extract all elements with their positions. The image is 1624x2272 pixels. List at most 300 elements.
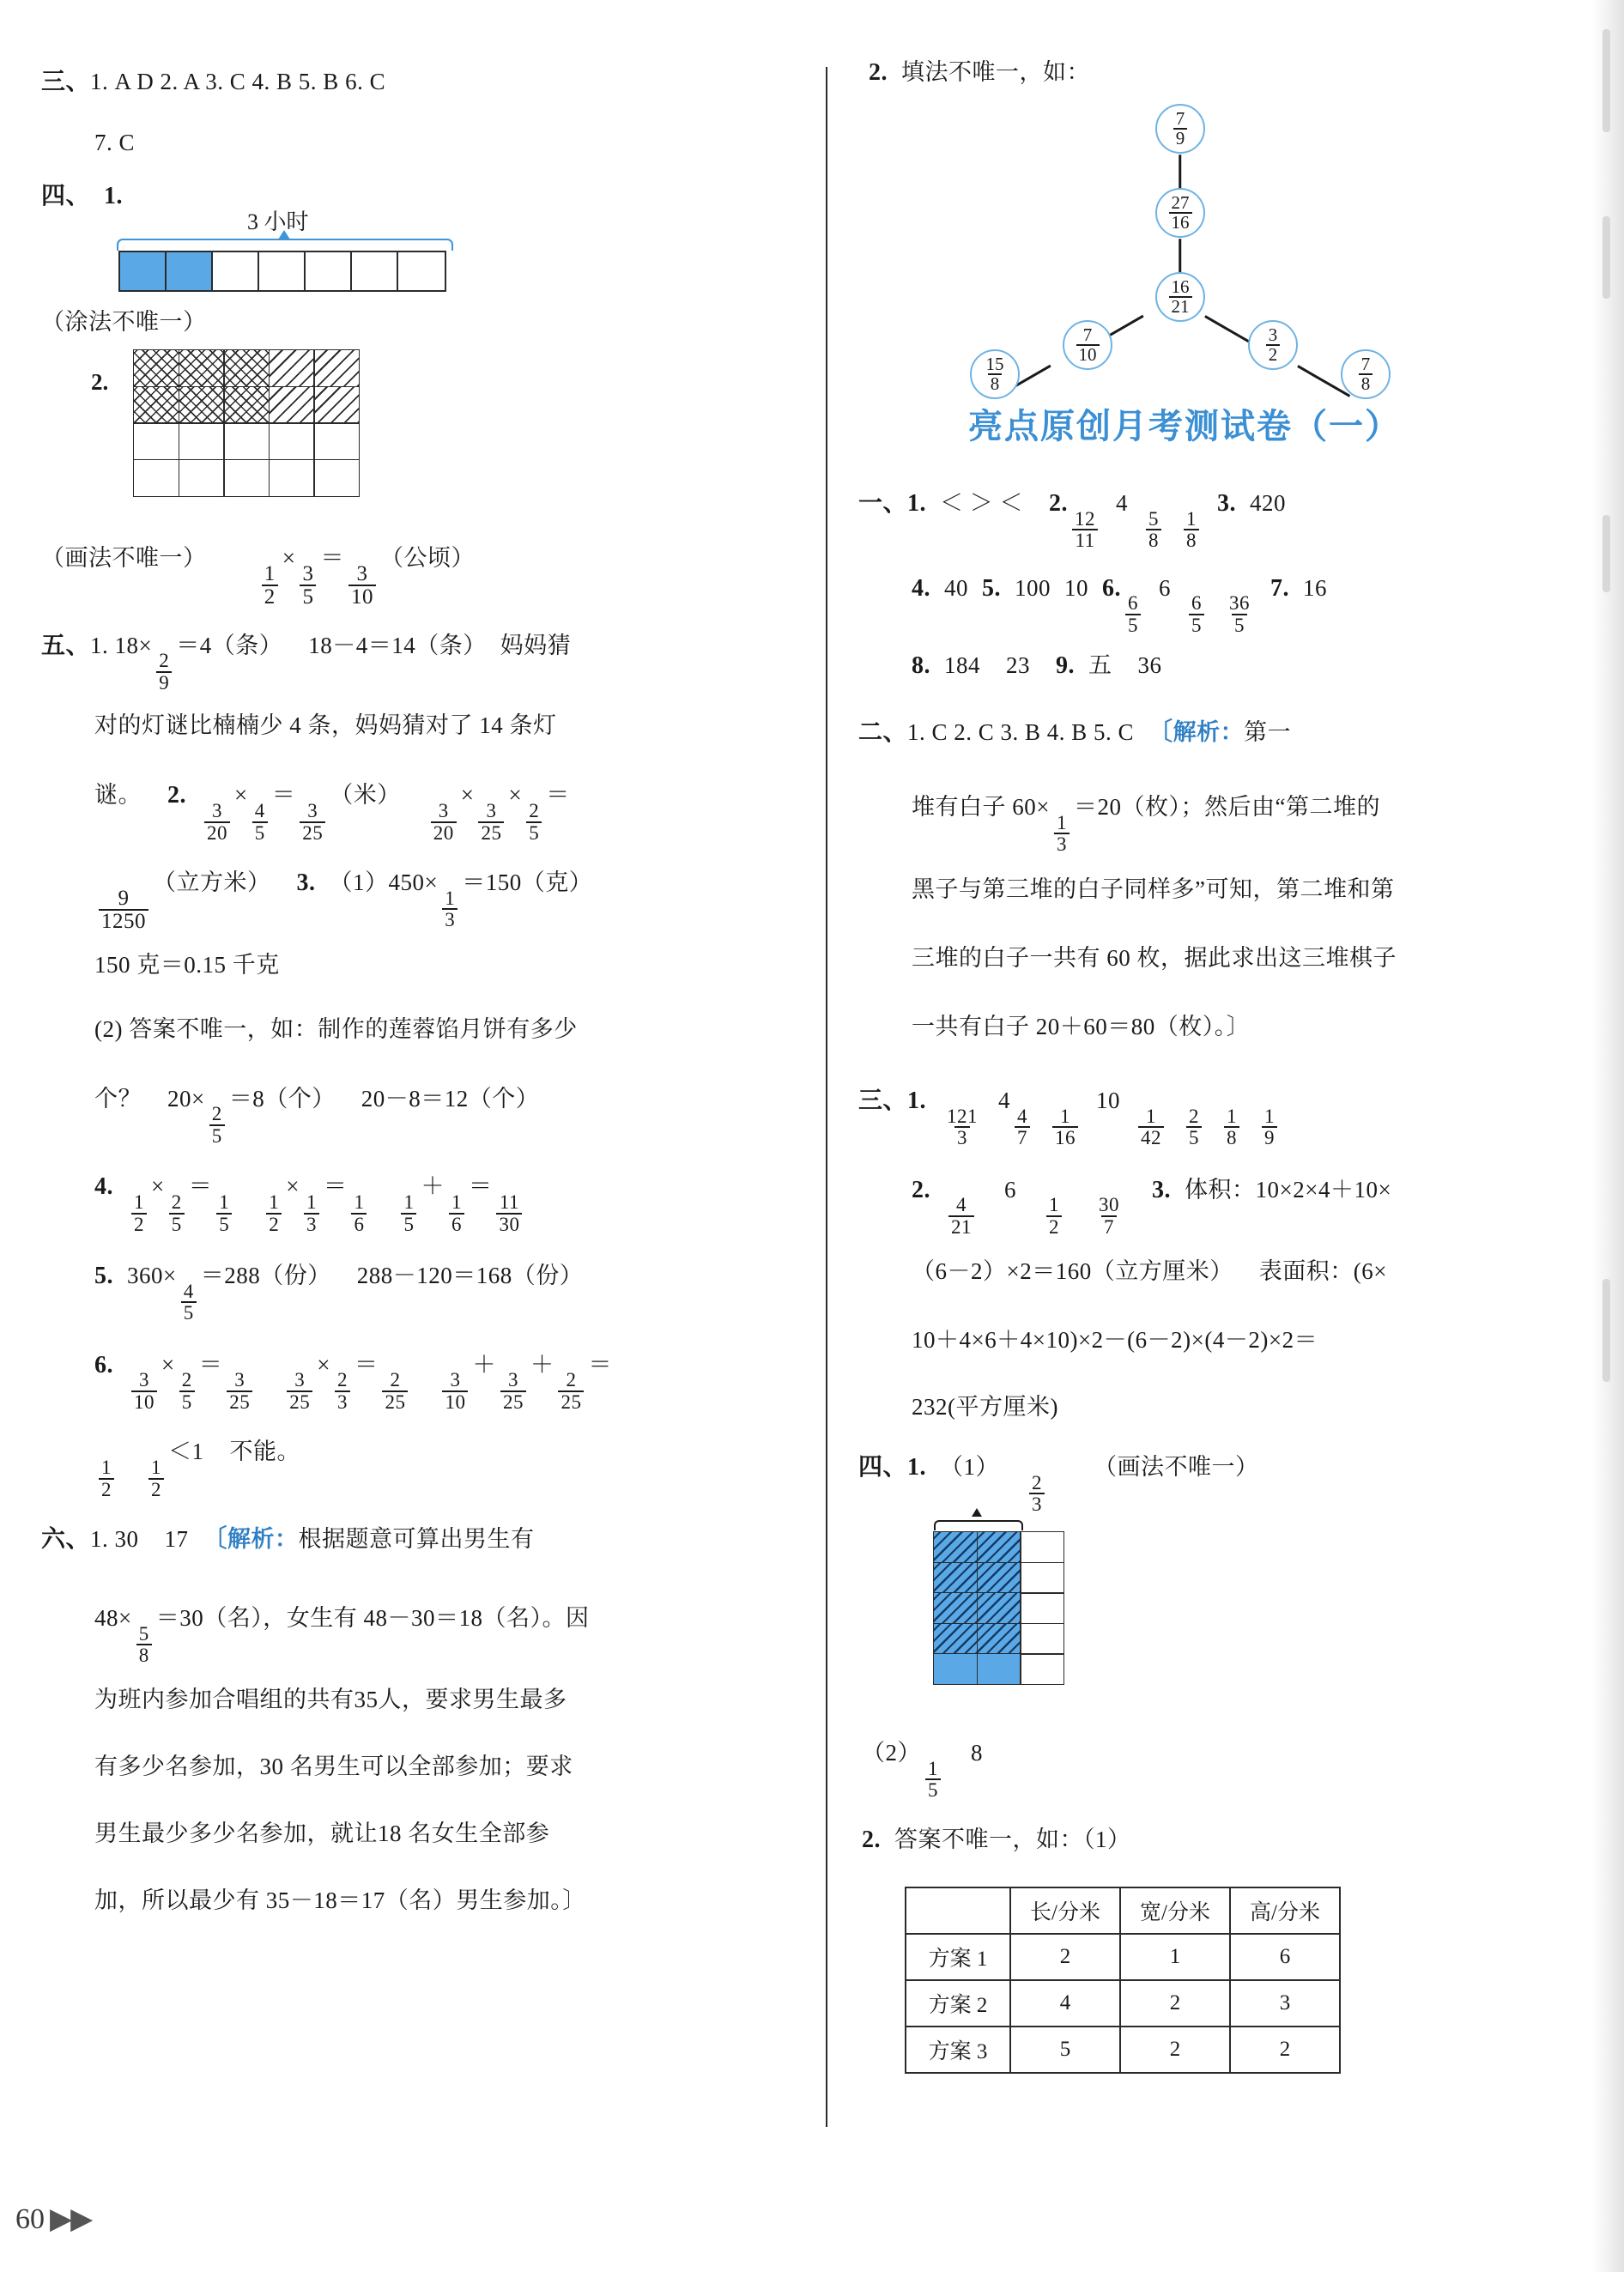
- figure-cell: [933, 1531, 978, 1563]
- edge-mark-1: [1603, 29, 1610, 132]
- table-row: [906, 1980, 1340, 2027]
- s5-q3-label: 3.: [296, 869, 316, 897]
- fraction-1-3-b: $\frac{1}{3}$: [304, 1192, 319, 1234]
- grid-cell: [269, 386, 315, 424]
- fraction-1-42: $\frac{1}{42}$: [1138, 1106, 1164, 1148]
- figure-cell: [933, 1623, 978, 1655]
- s6-analysis-text4: 有多少名参加，30 名男生可以全部参加；要求: [94, 1753, 573, 1779]
- right-s1-row1: [858, 470, 1511, 551]
- grid-cell: [223, 459, 270, 497]
- s5-q6-conclusion: 不能。: [229, 1439, 300, 1465]
- blue-hatched-column-figure: [915, 1517, 1173, 1723]
- s3-q3-volume-expr: 体积：10×2×4＋10×: [1185, 1176, 1392, 1203]
- tree-node-7-9: [1155, 104, 1205, 154]
- fraction-7-10: 7 10: [1076, 326, 1100, 365]
- section-four-q1-label: 1.: [104, 183, 124, 209]
- section-six-row5: [41, 1800, 694, 1867]
- section-three-row2: [41, 112, 694, 173]
- section-three-item7: 7. C: [94, 130, 136, 155]
- page-arrows-icon: ▶▶: [50, 2203, 92, 2235]
- table-cell: 4: [1010, 1980, 1120, 2027]
- note-tu-fa: （涂法不唯一）: [41, 309, 207, 335]
- fraction-16-21: 16 21: [1169, 278, 1192, 317]
- section-four-q2-block: [41, 350, 694, 527]
- fraction-27-16: 27 16: [1169, 194, 1192, 233]
- s1-q5-v2: 10: [1064, 574, 1088, 601]
- s2-choices: 1. C 2. C 3. B 4. B 5. C: [907, 719, 1135, 746]
- fraction-11-30: $\frac{11}{30}$: [496, 1192, 522, 1234]
- fraction-1-5: $\frac{1}{5}$: [216, 1192, 232, 1234]
- figure-cell: [977, 1562, 1021, 1594]
- s1-q8-v1: 184: [944, 652, 980, 679]
- s5-q1-sub: 18－4＝14（条）: [308, 632, 487, 658]
- fraction-1-3-c: $\frac{1}{3}$: [1054, 813, 1070, 855]
- fraction-5-8-b: $\frac{5}{8}$: [1146, 509, 1161, 551]
- tree-edge: [1179, 239, 1182, 275]
- fraction-3-25: $\frac{3}{25}$: [300, 801, 325, 843]
- edge-mark-2: [1603, 216, 1610, 299]
- bar-cell: [120, 252, 167, 290]
- section-six-row4: [41, 1733, 694, 1800]
- grid-cell: [133, 459, 179, 497]
- s1-q8-v2: 23: [1006, 652, 1030, 679]
- section-five-row1: [41, 609, 694, 694]
- s6-q1-b: 17: [164, 1525, 189, 1552]
- s1-q6-label: 6.: [1102, 574, 1121, 602]
- figure-brace: [934, 1520, 1023, 1530]
- table-header-cell: 长/分米: [1010, 1887, 1120, 1934]
- analysis-open-bracket: 〔: [202, 1524, 228, 1553]
- figure-cell: [1020, 1562, 1064, 1594]
- fraction-4-21: $\frac{4}{21}$: [948, 1195, 974, 1237]
- grid-cell: [313, 459, 360, 497]
- s5-q3-calc-res: ＝8（个）: [228, 1085, 336, 1112]
- s5-q3-calc-res2: 20－8＝12（个）: [361, 1085, 540, 1112]
- grid-cell: [269, 349, 315, 387]
- s1-q5-v1: 100: [1015, 574, 1051, 601]
- tree-node-7-10: [1063, 320, 1112, 370]
- figure-cell: [933, 1562, 978, 1594]
- section-six-row6: [41, 1867, 694, 1934]
- grid-row: [134, 387, 367, 424]
- s6-analysis-text5: 男生最少多少名参加，就让18 名女生全部参: [94, 1820, 550, 1846]
- table-row: [906, 2027, 1340, 2073]
- figure-cell: [977, 1592, 1021, 1624]
- fraction-1-8: $\frac{1}{8}$: [1184, 509, 1199, 551]
- table-header-cell: 高/分米: [1230, 1887, 1340, 1934]
- s5-q1-expr-pre: 1. 18×: [90, 632, 153, 658]
- table-cell: 2: [1120, 1980, 1230, 2027]
- right-s2-row5: [858, 992, 1511, 1061]
- figure-row: [934, 1623, 1064, 1654]
- fraction-1-2-c: $\frac{1}{2}$: [266, 1192, 282, 1234]
- table-header-cell: 宽/分米: [1120, 1887, 1230, 1934]
- s5-q1-sentence: 对的灯谜比楠楠少 4 条，妈妈猜对了 14 条灯: [94, 712, 557, 739]
- fraction-9-1250: $\frac{9}{1250}$: [99, 888, 148, 933]
- section-six-row2: [41, 1579, 694, 1666]
- s5-q2-label: 2.: [167, 782, 186, 809]
- fraction-3-25-d: $\frac{3}{25}$: [287, 1370, 312, 1412]
- fraction-30-7: $\frac{30}{7}$: [1099, 1194, 1119, 1238]
- grid-cell: [223, 349, 270, 387]
- section-five-row2: [41, 693, 694, 758]
- figure-cell: [977, 1623, 1021, 1655]
- table-cell: 6: [1230, 1934, 1340, 1980]
- section-five-row7: [41, 1062, 694, 1147]
- tree-node-15-8: [970, 349, 1020, 399]
- fraction-1-2-f: $\frac{1}{2}$: [1046, 1195, 1062, 1237]
- s4-q2-label: 2.: [862, 1827, 881, 1854]
- table-cell: 1: [1120, 1934, 1230, 1980]
- s1-q3-label: 3.: [1217, 490, 1237, 517]
- figure-grid: [934, 1532, 1064, 1685]
- fraction-2-25: $\frac{2}{25}$: [382, 1370, 408, 1412]
- s2-analysis-t1: 第一: [1244, 719, 1292, 746]
- s5-q1-result: ＝4（条）: [176, 632, 283, 658]
- s3-q1-label: 1.: [907, 1087, 927, 1114]
- fraction-2-25-b: $\frac{2}{25}$: [558, 1370, 584, 1412]
- bar-cell: [398, 252, 445, 290]
- figure-row: [934, 1532, 1064, 1563]
- note-hua-fa: （画法不唯一）: [41, 545, 207, 571]
- section-five-row9: [41, 1234, 694, 1324]
- section-five-row8: 4. $\frac{1}{2}$ × $\frac{2}{5}$ ＝ $\frac{1}{5}$ $\frac{1}{2}$ × $\frac{1}{3}$ ＝ $\frac{1}{6}$ $\frac{1}{5}$ ＋ $\frac{1}{6}$ ＝ $\frac{11}{30}$: [41, 1146, 694, 1234]
- right-s3-row1: 三、1. $\frac{121}{3}$ 4 $\frac{4}{7}$ $\frac{1}{16}$ 10 $\frac{1}{42}$ $\frac{2}{5}$ $\frac{1}{8}$ $\frac{1}{9}$: [858, 1061, 1511, 1148]
- s3-q3-surface-res: 232(平方厘米): [912, 1394, 1058, 1421]
- fraction-3-2: 3 2: [1266, 326, 1281, 365]
- figure-cell: [977, 1531, 1021, 1563]
- right-s3-head: 三、: [858, 1087, 908, 1114]
- section-five-row11: $\frac{1}{2}$ $\frac{1}{2}$ ＜1 不能。: [41, 1412, 694, 1500]
- right-s3-row4: [858, 1306, 1511, 1374]
- fraction-1-8-b: $\frac{1}{8}$: [1224, 1106, 1239, 1148]
- bar-model-brace-tip: [278, 230, 290, 239]
- right-q2-row: [858, 51, 1511, 94]
- s5-q3-expr: （1）450×: [329, 869, 439, 896]
- section-six-row1: [41, 1500, 694, 1579]
- fraction-6-5-b: $\frac{6}{5}$: [1189, 593, 1204, 635]
- s1-q2-v4: 4: [1116, 490, 1129, 516]
- table-row: [906, 1934, 1340, 1980]
- right-s3-row2: [858, 1148, 1511, 1238]
- figure-cell: [1020, 1653, 1064, 1685]
- grid-cell: [269, 459, 315, 497]
- grid-cell: [223, 422, 270, 460]
- column-divider: [826, 67, 827, 2127]
- analysis-label-2: 解析：: [1173, 719, 1245, 746]
- s3-q2-v6: 6: [1004, 1176, 1016, 1203]
- s4-part2-label: （2）: [862, 1739, 921, 1766]
- s5-q5-res2: 288－120＝168（份）: [356, 1263, 584, 1289]
- page-number: 60: [15, 2203, 45, 2235]
- section-four-head: 四、: [41, 183, 91, 209]
- bar-model-brace: [117, 239, 453, 251]
- grid-row: [134, 423, 367, 460]
- s5-q1-text: 妈妈猜: [500, 632, 572, 658]
- section-six-head: 六、: [41, 1525, 91, 1553]
- fraction-1-5-c: $\frac{1}{5}$: [925, 1759, 941, 1801]
- figure-cell: [1020, 1592, 1064, 1624]
- bar-model-diagram: [117, 209, 477, 297]
- bar-cell: [306, 252, 352, 290]
- right-s4-row2: [858, 1723, 1511, 1801]
- fraction-7-9: 7 9: [1173, 110, 1188, 148]
- section-six-row3: [41, 1666, 694, 1733]
- table-cell: 5: [1010, 2027, 1120, 2073]
- grid-row: [134, 460, 367, 497]
- right-s2-head: 二、: [858, 719, 908, 747]
- s5-q3-calc: 20×: [167, 1085, 205, 1112]
- right-s2-row2: [858, 769, 1511, 855]
- section-three-items: 1. A D 2. A 3. C 4. B 5. B 6. C: [90, 69, 386, 94]
- table-cell: 2: [1120, 2027, 1230, 2073]
- analysis-label: 解析：: [227, 1525, 299, 1552]
- tree-node-16-21: [1155, 272, 1205, 322]
- grid-row: [134, 350, 367, 387]
- s1-q9-v1: 五: [1088, 652, 1112, 679]
- section-five-row10: 6. $\frac{3}{10}$ × $\frac{2}{5}$ ＝ $\frac{3}{25}$ $\frac{3}{25}$ × $\frac{2}{3}$ ＝ $\frac{2}{25}$ $\frac{3}{10}$ ＋ $\frac{3}{25}$ ＋ $\frac{2}{25}$ ＝: [94, 1351, 612, 1413]
- s1-q9-v2: 36: [1137, 652, 1162, 679]
- fraction-3-10-c: $\frac{3}{10}$: [442, 1370, 468, 1412]
- s4-q2-text: 答案不唯一，如：（1）: [894, 1827, 1131, 1853]
- fraction-1-2-b: $\frac{1}{2}$: [131, 1192, 147, 1234]
- bar-model-label: 3 小时: [247, 209, 309, 234]
- s3-q3-volume-res: （6－2）×2＝160（立方厘米）: [912, 1258, 1233, 1285]
- fraction-3-20: $\frac{3}{20}$: [204, 801, 230, 843]
- fraction-2-3: $\frac{2}{3}$: [1029, 1473, 1045, 1515]
- figure-cell: [933, 1653, 978, 1685]
- page-footer: [15, 2202, 91, 2236]
- s3-q2-label: 2.: [912, 1176, 930, 1203]
- section-five-row4: [41, 843, 694, 933]
- s5-q4-label: 4.: [94, 1173, 113, 1201]
- grid-cell: [133, 386, 179, 424]
- s1-q6-v1: 6: [1159, 574, 1171, 601]
- s5-q3-conv: 150 克＝0.15 千克: [94, 951, 280, 978]
- fraction-2-5-c: $\frac{2}{5}$: [169, 1192, 185, 1234]
- s2-analysis-t5: 一共有白子 20＋60＝80（枚）。〕: [912, 1013, 1251, 1039]
- s4-part2-value: 8: [971, 1739, 983, 1766]
- fraction-3-5: $\frac{3}{5}$: [300, 563, 316, 609]
- fraction-1-6: $\frac{1}{6}$: [351, 1192, 367, 1234]
- fraction-3-20-b: $\frac{3}{20}$: [431, 801, 457, 843]
- grid-cell: [133, 422, 179, 460]
- unit-lifangmi: （立方米）: [153, 869, 271, 896]
- figure-cell: [1020, 1623, 1064, 1655]
- paper-title: 亮点原创月考测试卷（一）: [858, 399, 1511, 448]
- s6-analysis-expr: 48×: [94, 1604, 132, 1631]
- fraction-1-6-b: $\frac{1}{6}$: [449, 1192, 464, 1234]
- s1-q4-value: 40: [944, 574, 968, 601]
- fraction-1-16: $\frac{1}{16}$: [1052, 1106, 1078, 1148]
- s1-q1-signs: ＜ ＞ ＜: [940, 490, 1024, 516]
- bar-cell: [352, 252, 398, 290]
- table-cell: 方案 3: [906, 2027, 1010, 2073]
- s5-q3-part2: (2) 答案不唯一，如：制作的莲蓉馅月饼有多少: [94, 1015, 578, 1042]
- section-three-head: 三、: [41, 69, 91, 95]
- s4-q1-label: 1.: [907, 1454, 927, 1481]
- s2-analysis-t2: ＝20（枚）；然后由“第二堆的: [1073, 794, 1380, 821]
- right-s2-row3: [858, 855, 1511, 924]
- s5-q5-label: 5.: [94, 1263, 113, 1290]
- s1-q1-label: 1.: [907, 490, 927, 517]
- grid-cell: [179, 422, 225, 460]
- s3-q1-v10: 10: [1096, 1087, 1121, 1113]
- bar-cell: [213, 252, 259, 290]
- section-five-row6: [41, 997, 694, 1062]
- s3-q3-surface-expr: 10＋4×6＋4×10)×2－(6－2)×(4－2)×2＝: [912, 1327, 1318, 1354]
- section-five-row5: [41, 933, 694, 997]
- s3-q3-label: 3.: [1152, 1176, 1171, 1203]
- s1-q7-value: 16: [1303, 574, 1327, 601]
- s6-analysis-text1: 根据题意可算出男生有: [298, 1525, 535, 1552]
- section-three-row1: [41, 51, 694, 112]
- grid-cell: [313, 386, 360, 424]
- right-column: [858, 51, 1511, 2074]
- s5-q5-res: ＝288（份）: [200, 1263, 331, 1289]
- fraction-1-2: $\frac{1}{2}$: [262, 563, 278, 609]
- section-five-row3: 谜。 2. $\frac{3}{20}$ × $\frac{4}{5}$ ＝ $\frac{3}{25}$ （米） $\frac{3}{20}$ × $\frac{3}{25}$ × $\frac{2}{5}$ ＝: [94, 782, 570, 844]
- fraction-3-10: $\frac{3}{10}$: [348, 563, 376, 609]
- right-s2-row4: [858, 924, 1511, 992]
- figure-row: [934, 1593, 1064, 1624]
- s5-q3-result: ＝150（克）: [462, 869, 593, 896]
- s1-q7-label: 7.: [1270, 574, 1289, 602]
- s5-q3-ge: 个？: [94, 1085, 142, 1112]
- grid-cell: [313, 422, 360, 460]
- fraction-2-3: $\frac{2}{3}$: [335, 1370, 350, 1412]
- s5-q6-label: 6.: [94, 1351, 113, 1378]
- fraction-3-10-b: $\frac{3}{10}$: [131, 1370, 157, 1412]
- grid-cell: [179, 386, 225, 424]
- right-s1-head: 一、: [858, 490, 908, 517]
- right-s4-head: 四、: [858, 1454, 908, 1481]
- fraction-1-5-b: $\frac{1}{5}$: [401, 1192, 416, 1234]
- figure-cell: [977, 1653, 1021, 1685]
- right-s4-row3: [858, 1800, 1511, 1880]
- section-four-note2-row: （画法不唯一） $\frac{1}{2}$ × $\frac{3}{5}$ ＝ $\frac{3}{10}$ （公顷）: [41, 545, 475, 609]
- grid-cell: [313, 349, 360, 387]
- edge-mark-3: [1603, 515, 1610, 592]
- table-cell: 2: [1010, 1934, 1120, 1980]
- fraction-7-8: 7 8: [1359, 355, 1373, 394]
- fraction-1-9: $\frac{1}{9}$: [1262, 1106, 1277, 1148]
- s6-q1-a: 1. 30: [90, 1525, 139, 1552]
- bar-cell: [167, 252, 213, 290]
- fraction-2-5-d: $\frac{2}{5}$: [179, 1370, 195, 1412]
- s3-q3-surface-label: 表面积：(6×: [1258, 1258, 1387, 1285]
- fraction-3-25-b: $\frac{3}{25}$: [478, 801, 504, 843]
- figure-cell: [933, 1592, 978, 1624]
- s5-q1-end: 谜。: [94, 782, 142, 809]
- tree-node-7-8: [1341, 349, 1391, 399]
- s1-q9-label: 9.: [1056, 652, 1075, 680]
- unit-gongqing: （公顷）: [379, 545, 475, 571]
- fraction-4-7: $\frac{4}{7}$: [1015, 1106, 1030, 1148]
- figure-row: [934, 1562, 1064, 1593]
- section-five-head: 五、: [41, 632, 91, 659]
- table-cell: 3: [1230, 1980, 1340, 2027]
- table-header-cell: [906, 1887, 1010, 1934]
- fraction-5-8: $\frac{5}{8}$: [136, 1624, 152, 1666]
- analysis-open-bracket-2: 〔: [1148, 718, 1173, 747]
- section-four-note1: [41, 297, 694, 347]
- s2-analysis-t3: 黑子与第三堆的白子同样多”可知，第二堆和第: [912, 875, 1395, 902]
- figure-row: [934, 1654, 1064, 1685]
- bar-cell: [259, 252, 306, 290]
- figure-cell: [1020, 1531, 1064, 1563]
- page-edge-shadow: [1591, 0, 1624, 2272]
- fraction-2-5: $\frac{2}{5}$: [526, 801, 542, 843]
- table-header-row: [906, 1887, 1340, 1934]
- fraction-2-9: $\frac{2}{9}$: [156, 651, 172, 693]
- fraction-36-5: $\frac{36}{5}$: [1229, 592, 1250, 636]
- s1-q8-label: 8.: [912, 652, 930, 680]
- right-s4-row1: [858, 1439, 1511, 1515]
- fraction-tree-diagram: [858, 99, 1494, 394]
- fraction-121-3: $\frac{121}{3}$: [947, 1105, 979, 1149]
- figure-brace-tip: [972, 1508, 982, 1517]
- s2-analysis-expr: 堆有白子 60×: [912, 794, 1050, 821]
- edge-mark-4: [1603, 1279, 1610, 1382]
- s1-q4-label: 4.: [912, 574, 930, 602]
- plan-table: [905, 1887, 1341, 2074]
- table-cell: 2: [1230, 2027, 1340, 2073]
- fraction-6-5: $\frac{6}{5}$: [1125, 593, 1141, 635]
- right-s3-row5: [858, 1374, 1511, 1439]
- grid-cell: [223, 386, 270, 424]
- section-four-q2-label: 2.: [91, 369, 109, 395]
- fraction-2-5-e: $\frac{2}{5}$: [1186, 1106, 1202, 1148]
- fraction-1-3: $\frac{1}{3}$: [442, 888, 458, 930]
- s6-analysis-text3: 为班内参加合唱组的共有35人，要求男生最多: [94, 1686, 567, 1712]
- fraction-3-25-e: $\frac{3}{25}$: [500, 1370, 526, 1412]
- left-column: [41, 51, 694, 1934]
- right-q2-label: 2.: [869, 59, 888, 86]
- right-s1-row2: [858, 551, 1511, 636]
- fraction-1-2-d: $\frac{1}{2}$: [99, 1457, 114, 1500]
- grid-cell: [133, 349, 179, 387]
- grid-cell: [179, 349, 225, 387]
- fraction-12-11: $\frac{12}{11}$: [1072, 509, 1098, 551]
- s1-q3-value: 420: [1250, 490, 1287, 516]
- unit-mi: （米）: [330, 782, 401, 809]
- s6-analysis-text6: 加，所以最少有 35－18＝17（名）男生参加。〕: [94, 1887, 586, 1913]
- grid-cell: [269, 422, 315, 460]
- table-cell: 方案 2: [906, 1980, 1010, 2027]
- fraction-15-8: 15 8: [985, 353, 1004, 394]
- fraction-1-2-e: $\frac{1}{2}$: [148, 1457, 164, 1500]
- bar-model-cells: [118, 251, 446, 292]
- right-s1-row3: [858, 635, 1511, 696]
- fraction-4-5: $\frac{4}{5}$: [252, 801, 268, 843]
- s1-q2-label: 2.: [1049, 490, 1069, 517]
- s1-q5-label: 5.: [982, 574, 1001, 602]
- s5-q5-expr: 360×: [127, 1263, 177, 1289]
- s4-part1-label: （1）: [940, 1454, 1000, 1481]
- table-cell: 方案 1: [906, 1934, 1010, 1980]
- tree-node-27-16: [1155, 188, 1205, 238]
- right-q2-text: 填法不唯一，如：: [901, 59, 1090, 85]
- fraction-3-25-c: $\frac{3}{25}$: [227, 1370, 252, 1412]
- fraction-4-5-b: $\frac{4}{5}$: [181, 1281, 197, 1324]
- right-s2-row1: [858, 696, 1511, 769]
- right-s3-row3: [858, 1237, 1511, 1306]
- grid-cell: [179, 459, 225, 497]
- s2-analysis-t4: 三堆的白子一共有 60 枚，据此求出这三堆棋子: [912, 944, 1397, 971]
- s6-analysis-text2: ＝30（名），女生有 48－30＝18（名）。因: [155, 1604, 590, 1631]
- tree-edge: [1179, 154, 1182, 191]
